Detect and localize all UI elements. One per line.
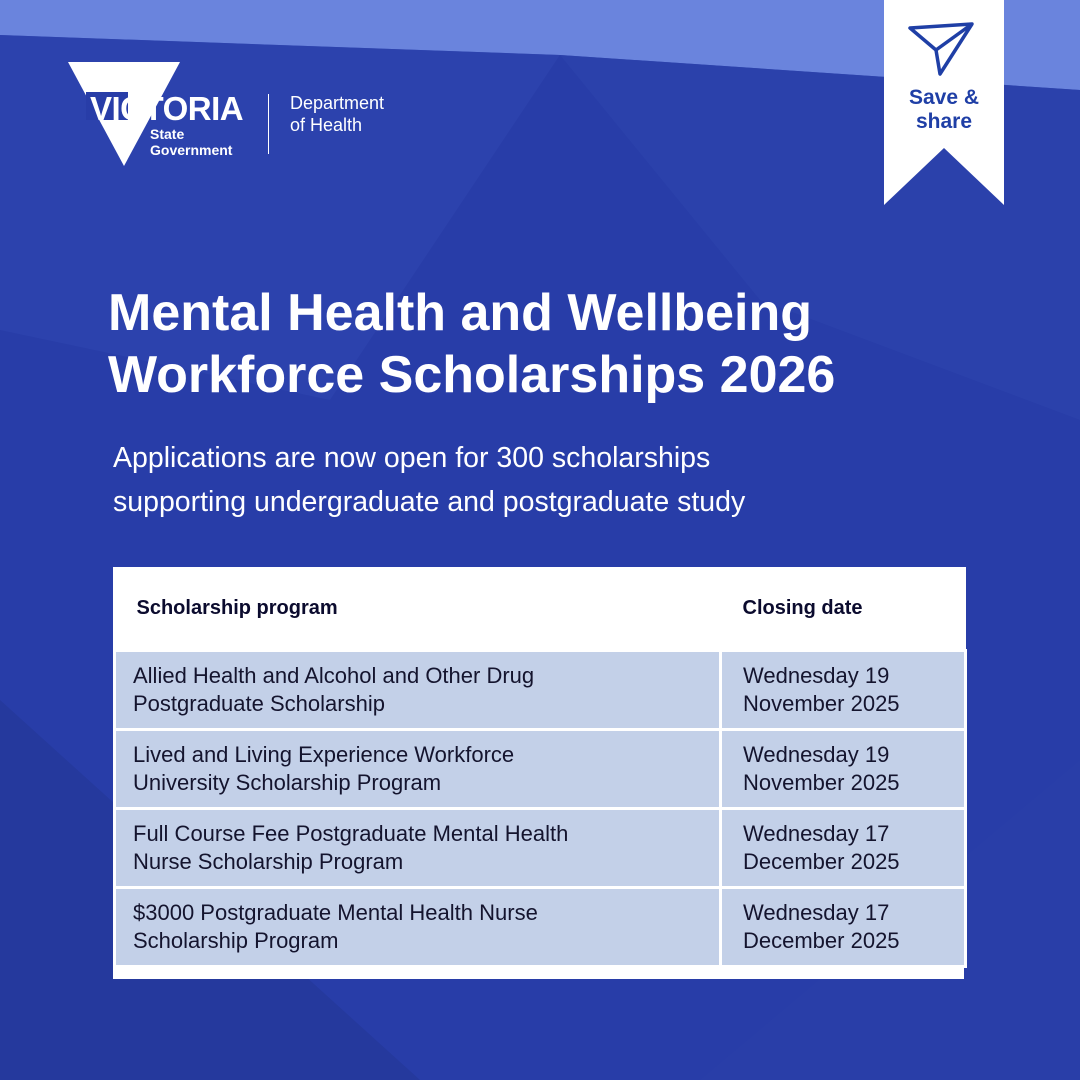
title-line2: Workforce Scholarships 2026: [108, 346, 836, 404]
table-row: [115, 809, 966, 888]
table-header-row: [115, 567, 966, 651]
ribbon-label-line2: share: [915, 110, 973, 133]
page-title: [108, 282, 1008, 406]
logo-sub-line1: State: [150, 126, 185, 142]
save-share-label: [884, 86, 1004, 134]
closing-date-cell: [721, 809, 966, 888]
logo-divider: [268, 94, 269, 154]
dept-line2: of Health: [290, 115, 363, 135]
department-name: [290, 92, 430, 136]
victoria-government-logo: [68, 60, 428, 170]
date-line: Wednesday 19: [743, 742, 890, 767]
subtitle-line1: Applications are now open for 300 scholarships: [113, 442, 711, 474]
save-share-ribbon[interactable]: [884, 0, 1004, 205]
program-line: Full Course Fee Postgraduate Mental Health: [133, 821, 569, 846]
date-line: Wednesday 19: [743, 663, 890, 688]
program-cell: [115, 809, 721, 888]
program-line: $3000 Postgraduate Mental Health Nurse: [133, 900, 538, 925]
program-cell: [115, 888, 721, 967]
date-line: November 2025: [743, 691, 900, 716]
date-line: Wednesday 17: [743, 900, 890, 925]
send-paper-plane-icon: [906, 20, 976, 78]
page-subtitle: [113, 436, 973, 524]
program-line: Lived and Living Experience Workforce: [133, 742, 515, 767]
program-cell: [115, 651, 721, 730]
program-line: Allied Health and Alcohol and Other Drug: [133, 663, 535, 688]
program-line: Postgraduate Scholarship: [133, 691, 385, 716]
scholarship-table: [113, 567, 964, 979]
closing-date-cell: [721, 651, 966, 730]
date-line: November 2025: [743, 770, 900, 795]
title-line1: Mental Health and Wellbeing: [108, 284, 813, 342]
program-line: Nurse Scholarship Program: [133, 849, 404, 874]
logo-sub-line2: Government: [150, 142, 233, 158]
program-cell: [115, 730, 721, 809]
table-row: [115, 888, 966, 967]
ribbon-label-line1: Save &: [908, 86, 980, 109]
dept-line1: Department: [290, 93, 385, 113]
date-line: December 2025: [743, 849, 900, 874]
closing-date-cell: [721, 888, 966, 967]
table-row: [115, 730, 966, 809]
program-line: Scholarship Program: [133, 928, 339, 953]
logo-wordmark: VICTORIA: [90, 90, 244, 127]
column-header-closing-date: Closing date: [721, 567, 966, 651]
column-header-program: Scholarship program: [115, 567, 721, 651]
program-line: University Scholarship Program: [133, 770, 442, 795]
subtitle-line2: supporting undergraduate and postgraduate study: [113, 486, 746, 518]
table-row: [115, 651, 966, 730]
date-line: December 2025: [743, 928, 900, 953]
date-line: Wednesday 17: [743, 821, 890, 846]
closing-date-cell: [721, 730, 966, 809]
logo-subtitle: [150, 126, 250, 158]
